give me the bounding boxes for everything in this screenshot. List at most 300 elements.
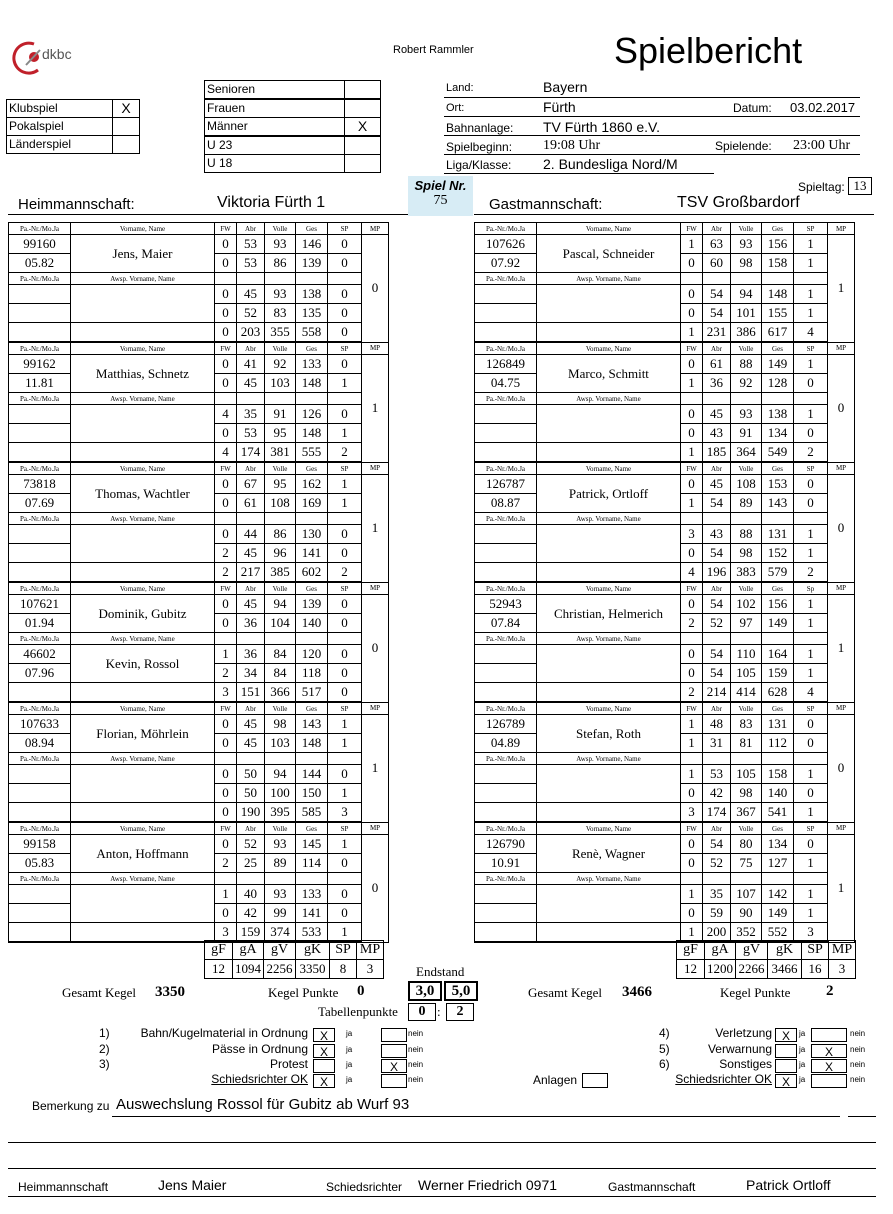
- player-number: 73818: [9, 475, 71, 494]
- total-cell: 4: [681, 563, 703, 583]
- score-cell: 45: [237, 544, 265, 563]
- score-cell: 156: [762, 595, 794, 614]
- score-cell: 143: [296, 715, 328, 734]
- volle-header: Volle: [731, 582, 762, 595]
- anlagen-box[interactable]: [582, 1073, 608, 1088]
- score-cell: 53: [237, 424, 265, 443]
- bemerkung-value: Auswechslung Rossol für Gubitz ab Wurf 93: [116, 1096, 410, 1113]
- category-row: [204, 117, 345, 136]
- check-ja-box[interactable]: X: [313, 1044, 335, 1058]
- sub-header-row: [475, 873, 855, 885]
- guest-team-label: Gastmannschaft:: [489, 196, 603, 213]
- player-row: [475, 835, 855, 854]
- player-birth: 07.69: [9, 494, 71, 513]
- liga-label: Liga/Klasse:: [446, 158, 512, 172]
- player-mp: 0: [362, 835, 389, 943]
- pnr-header: Pa.-Nr./Mo.Ja: [9, 873, 71, 885]
- volle-header: Volle: [265, 822, 296, 835]
- nein-label: nein: [850, 1060, 866, 1069]
- total-cell: 3: [794, 923, 828, 943]
- score-cell: 108: [265, 494, 296, 513]
- player-number: 107621: [9, 595, 71, 614]
- score-cell: 92: [731, 374, 762, 393]
- score-cell: 36: [237, 614, 265, 633]
- total-cell: 395: [265, 803, 296, 823]
- awsp-header: Awsp. Vorname, Name: [537, 393, 681, 405]
- sub-header-row: [9, 393, 389, 405]
- totals-value: 3: [829, 960, 856, 979]
- category-label: Senioren: [207, 82, 256, 96]
- score-cell: 93: [265, 235, 296, 254]
- total-cell: 555: [296, 443, 328, 463]
- score-cell: 45: [703, 405, 731, 424]
- score-cell: 0: [794, 784, 828, 803]
- player-row: [475, 355, 855, 374]
- score-cell: 0: [215, 355, 237, 374]
- score-cell: 0: [681, 304, 703, 323]
- check-ja-box[interactable]: X: [313, 1028, 335, 1042]
- score-cell: 108: [731, 475, 762, 494]
- sp-header: SP: [794, 822, 828, 835]
- score-cell: 134: [762, 424, 794, 443]
- score-cell: 0: [328, 854, 362, 873]
- score-cell: 153: [762, 475, 794, 494]
- mp-header: MP: [828, 702, 855, 715]
- score-cell: 0: [328, 525, 362, 544]
- player-total-row: [9, 563, 389, 583]
- category-check[interactable]: [344, 136, 381, 155]
- player-total-row: [475, 803, 855, 823]
- pnr-header: Pa.-Nr./Mo.Ja: [9, 223, 71, 235]
- check-nein-box[interactable]: [381, 1028, 407, 1042]
- check-number: 1): [99, 1026, 110, 1040]
- pnr-header: Pa.-Nr./Mo.Ja: [9, 513, 71, 525]
- score-cell: 164: [762, 645, 794, 664]
- totals-header: gF: [677, 941, 705, 960]
- player-name: Anton, Hoffmann: [71, 835, 215, 873]
- score-cell: 54: [703, 664, 731, 683]
- score-cell: 45: [237, 374, 265, 393]
- score-cell: 36: [703, 374, 731, 393]
- score-cell: 134: [762, 835, 794, 854]
- check-label: Schiedsrichter OK: [211, 1072, 308, 1086]
- sp-header: SP: [794, 702, 828, 715]
- score-cell: 0: [215, 614, 237, 633]
- total-cell: 617: [762, 323, 794, 343]
- datum-value: 03.02.2017: [790, 100, 856, 115]
- total-cell: 2: [681, 683, 703, 703]
- endstand-guest: 5,0: [444, 981, 478, 1001]
- score-cell: 1: [328, 374, 362, 393]
- score-cell: 143: [762, 494, 794, 513]
- totals-value: 3350: [296, 960, 330, 979]
- total-cell: 541: [762, 803, 794, 823]
- fw-header: FW: [215, 822, 237, 835]
- player-header-row: [9, 223, 389, 235]
- game-type-check[interactable]: [112, 135, 140, 154]
- check-ja-box[interactable]: [775, 1044, 797, 1058]
- score-cell: 50: [237, 765, 265, 784]
- player-row: [475, 885, 855, 904]
- score-cell: 4: [215, 405, 237, 424]
- check-label: Pässe in Ordnung: [211, 1042, 308, 1056]
- score-cell: 0: [681, 355, 703, 374]
- awsp-header: Awsp. Vorname, Name: [71, 753, 215, 765]
- fw-header: FW: [681, 582, 703, 595]
- volle-header: Volle: [731, 223, 762, 235]
- total-cell: 374: [265, 923, 296, 943]
- score-cell: 138: [296, 285, 328, 304]
- pnr-header: Pa.-Nr./Mo.Ja: [475, 873, 537, 885]
- total-cell: 0: [215, 323, 237, 343]
- pnr-header: Pa.-Nr./Mo.Ja: [9, 822, 71, 835]
- score-cell: 0: [215, 595, 237, 614]
- player-number: 107633: [9, 715, 71, 734]
- total-cell: 200: [703, 923, 731, 943]
- player-row: [475, 715, 855, 734]
- score-cell: 96: [265, 544, 296, 563]
- check-ja-box[interactable]: [775, 1059, 797, 1073]
- total-cell: 4: [794, 683, 828, 703]
- player-row: [9, 595, 389, 614]
- player-row: [9, 885, 389, 904]
- ges-header: Ges: [762, 223, 794, 235]
- score-cell: 45: [237, 734, 265, 753]
- player-mp: 1: [828, 595, 855, 703]
- score-cell: 0: [794, 424, 828, 443]
- check-nein-box[interactable]: X: [811, 1044, 847, 1058]
- check-nein-box[interactable]: [381, 1044, 407, 1058]
- player-mp: 1: [828, 235, 855, 343]
- player-number: 99158: [9, 835, 71, 854]
- sub-header-row: [9, 633, 389, 645]
- player-header-row: [9, 822, 389, 835]
- score-cell: 1: [681, 374, 703, 393]
- sub-header-row: [9, 753, 389, 765]
- score-cell: 0: [215, 494, 237, 513]
- game-type-label: Klubspiel: [9, 101, 58, 115]
- player-mp: 1: [362, 715, 389, 823]
- player-header-row: [475, 342, 855, 355]
- score-cell: 0: [681, 784, 703, 803]
- sub-name: [71, 405, 215, 443]
- score-cell: 141: [296, 544, 328, 563]
- player-row: [475, 405, 855, 424]
- mp-header: MP: [362, 822, 389, 835]
- score-cell: 0: [794, 475, 828, 494]
- mp-header: MP: [362, 462, 389, 475]
- score-cell: 0: [328, 904, 362, 923]
- score-cell: 59: [703, 904, 731, 923]
- sub-name: [537, 885, 681, 923]
- mp-header: MP: [828, 582, 855, 595]
- score-cell: 0: [215, 254, 237, 273]
- guest-gesamt-label: Gesamt Kegel: [528, 985, 603, 1000]
- game-type-check[interactable]: [112, 117, 140, 136]
- check-ja-box[interactable]: X: [313, 1074, 335, 1088]
- totals-value: 12: [205, 960, 233, 979]
- score-cell: 0: [794, 835, 828, 854]
- category-check[interactable]: [344, 154, 381, 173]
- check-nein-box[interactable]: [381, 1074, 407, 1088]
- player-total-row: [9, 683, 389, 703]
- player-birth: 05.83: [9, 854, 71, 873]
- player-mp: 1: [362, 475, 389, 583]
- footer-home-value: Jens Maier: [158, 1177, 227, 1193]
- abr-header: Abr: [237, 223, 265, 235]
- player-header-row: [475, 582, 855, 595]
- player-birth: 10.91: [475, 854, 537, 873]
- score-cell: 0: [215, 235, 237, 254]
- name-header: Vorname, Name: [71, 582, 215, 595]
- player-mp: 0: [362, 235, 389, 343]
- score-cell: 81: [731, 734, 762, 753]
- category-check[interactable]: [344, 80, 381, 99]
- score-cell: 84: [265, 664, 296, 683]
- category-check[interactable]: [344, 99, 381, 118]
- fw-header: FW: [681, 462, 703, 475]
- score-cell: 1: [328, 734, 362, 753]
- score-cell: 0: [215, 475, 237, 494]
- check-nein-box[interactable]: X: [811, 1059, 847, 1073]
- total-cell: 386: [731, 323, 762, 343]
- abr-header: Abr: [237, 702, 265, 715]
- score-cell: 0: [328, 235, 362, 254]
- total-cell: 602: [296, 563, 328, 583]
- check-label: Verletzung: [715, 1026, 772, 1040]
- pnr-header: Pa.-Nr./Mo.Ja: [9, 342, 71, 355]
- tabellen-label: Tabellenpunkte: [318, 1004, 398, 1019]
- sub-number: [9, 765, 71, 784]
- ja-label: ja: [346, 1029, 353, 1038]
- volle-header: Volle: [731, 822, 762, 835]
- score-cell: 25: [237, 854, 265, 873]
- abr-header: Abr: [237, 822, 265, 835]
- score-cell: 86: [265, 525, 296, 544]
- page-title: Spielbericht: [614, 30, 803, 71]
- player-total-row: [475, 683, 855, 703]
- pnr-header: Pa.-Nr./Mo.Ja: [475, 342, 537, 355]
- nein-label: nein: [850, 1045, 866, 1054]
- ges-header: Ges: [762, 342, 794, 355]
- awsp-header: Awsp. Vorname, Name: [71, 513, 215, 525]
- anlagen-label: Anlagen: [533, 1073, 578, 1087]
- spieltag-label: Spieltag:: [798, 180, 845, 194]
- check-label: Sonstiges: [719, 1057, 772, 1071]
- player-header-row: [475, 822, 855, 835]
- mp-header: MP: [828, 342, 855, 355]
- check-ja-box[interactable]: [313, 1059, 335, 1073]
- sub-number: [9, 285, 71, 304]
- score-cell: 133: [296, 885, 328, 904]
- sub-name: [71, 525, 215, 563]
- sp-header: SP: [328, 223, 362, 235]
- spiel-nr-value: 75: [433, 193, 448, 208]
- score-cell: 98: [731, 254, 762, 273]
- score-cell: 45: [237, 715, 265, 734]
- category-check[interactable]: [344, 117, 381, 136]
- player-birth: 07.92: [475, 254, 537, 273]
- score-cell: 50: [237, 784, 265, 803]
- check-nein-box[interactable]: [811, 1074, 847, 1088]
- score-cell: 45: [237, 285, 265, 304]
- player-mp: 0: [828, 355, 855, 463]
- score-cell: 61: [703, 355, 731, 374]
- sub-header-row: [475, 513, 855, 525]
- awsp-header: Awsp. Vorname, Name: [71, 873, 215, 885]
- score-cell: 155: [762, 304, 794, 323]
- player-header-row: [9, 582, 389, 595]
- abr-header: Abr: [703, 582, 731, 595]
- ja-label: ja: [799, 1075, 806, 1084]
- score-cell: 98: [731, 544, 762, 563]
- sub-number: [475, 645, 537, 664]
- score-cell: 120: [296, 645, 328, 664]
- player-row: [9, 405, 389, 424]
- ges-header: Ges: [296, 342, 328, 355]
- totals-header: gK: [768, 941, 802, 960]
- colon-sep: :: [437, 1004, 441, 1019]
- score-cell: 0: [215, 285, 237, 304]
- ja-label: ja: [346, 1075, 353, 1084]
- player-total-row: [475, 323, 855, 343]
- sub-birth: [475, 664, 537, 683]
- player-name: Thomas, Wachtler: [71, 475, 215, 513]
- check-nein-box[interactable]: [811, 1028, 847, 1042]
- pnr-header: Pa.-Nr./Mo.Ja: [475, 513, 537, 525]
- sub-birth: [9, 304, 71, 323]
- nein-label: nein: [408, 1045, 424, 1054]
- sp-header: SP: [328, 822, 362, 835]
- score-cell: 139: [296, 254, 328, 273]
- check-nein-box[interactable]: X: [381, 1059, 407, 1073]
- score-cell: 0: [215, 304, 237, 323]
- score-cell: 1: [794, 544, 828, 563]
- totals-header: MP: [357, 941, 384, 960]
- total-cell: 2: [794, 443, 828, 463]
- totals-header-row: [205, 941, 384, 960]
- score-cell: 0: [328, 595, 362, 614]
- pnr-header: Pa.-Nr./Mo.Ja: [9, 393, 71, 405]
- abr-header: Abr: [703, 462, 731, 475]
- player-name: Stefan, Roth: [537, 715, 681, 753]
- footer-home-label: Heimmannschaft: [18, 1180, 109, 1194]
- game-type-check[interactable]: [112, 99, 140, 118]
- player-number: 99162: [9, 355, 71, 374]
- score-cell: 130: [296, 525, 328, 544]
- player-row: [475, 475, 855, 494]
- pnr-header: Pa.-Nr./Mo.Ja: [475, 223, 537, 235]
- score-cell: 1: [794, 885, 828, 904]
- totals-header: gV: [736, 941, 768, 960]
- name-header: Vorname, Name: [71, 223, 215, 235]
- mp-header: MP: [362, 582, 389, 595]
- check-label: Verwarnung: [707, 1042, 772, 1056]
- score-cell: 1: [794, 285, 828, 304]
- total-cell: 151: [237, 683, 265, 703]
- score-cell: 93: [731, 235, 762, 254]
- total-cell: 549: [762, 443, 794, 463]
- total-cell: 2: [328, 563, 362, 583]
- score-cell: 54: [703, 645, 731, 664]
- sub-header-row: [9, 873, 389, 885]
- player-number: 99160: [9, 235, 71, 254]
- sub-number: [475, 765, 537, 784]
- player-row: [9, 835, 389, 854]
- total-cell: 414: [731, 683, 762, 703]
- name-header: Vorname, Name: [71, 822, 215, 835]
- ges-header: Ges: [296, 462, 328, 475]
- player-birth: 07.84: [475, 614, 537, 633]
- score-cell: 156: [762, 235, 794, 254]
- player-number: 126789: [475, 715, 537, 734]
- player-birth: 01.94: [9, 614, 71, 633]
- ges-header: Ges: [762, 702, 794, 715]
- score-cell: 0: [328, 405, 362, 424]
- totals-header: gA: [705, 941, 736, 960]
- awsp-header: Awsp. Vorname, Name: [71, 393, 215, 405]
- score-cell: 75: [731, 854, 762, 873]
- home-team-name: Viktoria Fürth 1: [217, 194, 326, 211]
- score-cell: 114: [296, 854, 328, 873]
- score-cell: 89: [265, 854, 296, 873]
- nein-label: nein: [408, 1029, 424, 1038]
- pnr-header: Pa.-Nr./Mo.Ja: [9, 462, 71, 475]
- score-cell: 107: [731, 885, 762, 904]
- score-cell: 110: [731, 645, 762, 664]
- guest-gesamt-value: 3466: [622, 984, 652, 1000]
- volle-header: Volle: [731, 342, 762, 355]
- check-number: 3): [99, 1057, 110, 1071]
- total-cell: 628: [762, 683, 794, 703]
- home-punkte-value: 0: [357, 983, 365, 999]
- total-cell: 558: [296, 323, 328, 343]
- mp-header: MP: [828, 462, 855, 475]
- category-row: [204, 80, 345, 99]
- score-cell: 88: [731, 525, 762, 544]
- score-cell: 118: [296, 664, 328, 683]
- spiel-nr-label: Spiel Nr.: [414, 178, 467, 193]
- sub-header-row: [475, 273, 855, 285]
- player-total-row: [9, 443, 389, 463]
- score-cell: 35: [703, 885, 731, 904]
- score-cell: 1: [328, 835, 362, 854]
- score-cell: 1: [681, 885, 703, 904]
- score-cell: 48: [703, 715, 731, 734]
- player-row: [475, 525, 855, 544]
- score-cell: 1: [681, 235, 703, 254]
- sub-number: [475, 885, 537, 904]
- totals-value: 3: [357, 960, 384, 979]
- totals-value: 12: [677, 960, 705, 979]
- score-cell: 0: [681, 285, 703, 304]
- check-ja-box[interactable]: X: [775, 1074, 797, 1088]
- ja-label: ja: [346, 1060, 353, 1069]
- check-number: 5): [659, 1042, 670, 1056]
- player-total-row: [9, 803, 389, 823]
- score-cell: 138: [762, 405, 794, 424]
- score-cell: 93: [265, 835, 296, 854]
- score-cell: 0: [681, 544, 703, 563]
- score-cell: 0: [215, 765, 237, 784]
- check-ja-box[interactable]: X: [775, 1028, 797, 1042]
- check-label: Schiedsrichter OK: [675, 1072, 772, 1086]
- score-cell: 0: [328, 885, 362, 904]
- score-cell: 89: [731, 494, 762, 513]
- nein-label: nein: [850, 1075, 866, 1084]
- endstand-home: 3,0: [408, 981, 442, 1001]
- player-name: Matthias, Schnetz: [71, 355, 215, 393]
